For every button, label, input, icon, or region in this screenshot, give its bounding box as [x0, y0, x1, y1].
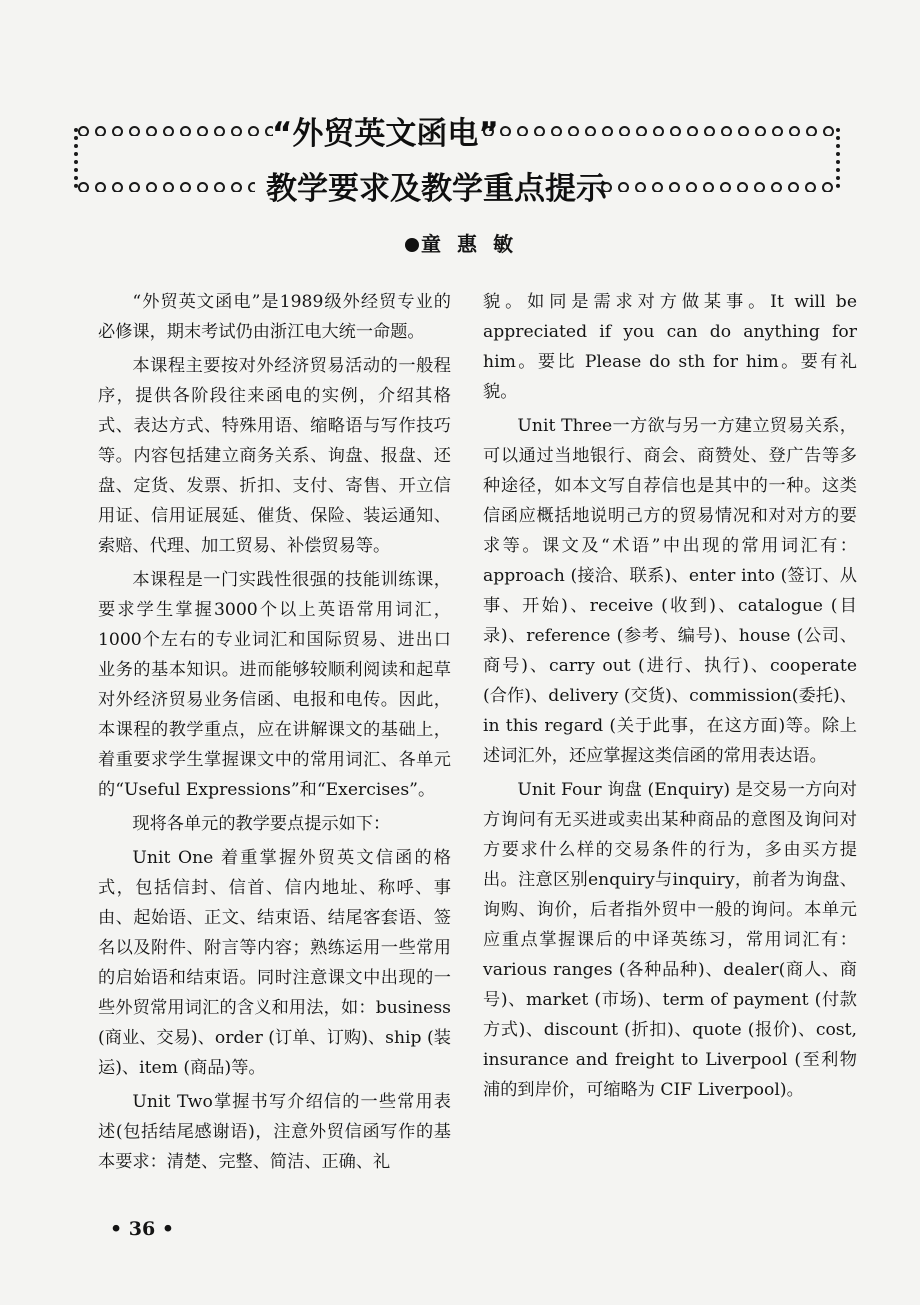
- title-border-bottom-left: [75, 182, 255, 192]
- chain-bead: [720, 182, 731, 192]
- chain-bead: [754, 182, 765, 192]
- chain-bead: [635, 182, 646, 192]
- chain-bead: [112, 182, 123, 192]
- chain-bead: [670, 126, 681, 136]
- title-border-top-left: [75, 126, 273, 136]
- title-border-top-right: [480, 126, 838, 136]
- chain-bead: [95, 182, 106, 192]
- chain-bead: [805, 182, 816, 192]
- chain-bead: [789, 126, 800, 136]
- chain-bead: [231, 182, 242, 192]
- paragraph: “外贸英文函电”是1989级外经贸专业的必修课，期末考试仍由浙江电大统一命题。: [98, 292, 451, 342]
- paragraph: Unit Three一方欲与另一方建立贸易关系，可以通过当地银行、商会、商赞处、登广告等多种途径，如本文写自荐信也是其中的一种。这类信函应概括地说明己方的贸易情况和对对方的要求等。课文及“术语”中出现的常用词汇有：approach (接洽、联系)、enter into (签订、从事、开始)、receive (收到)、catalogue (目录)、reference (参考、编号)、house (公司、商号)、carry out (进行、执行)、cooperate (合作)、delivery (交货)、commission(委托)、in this regard (关于此事，在这方面)等。除上述词汇外，还应掌握这类信函的常用表达语。: [483, 416, 857, 766]
- title-border-left: [74, 128, 78, 188]
- chain-bead: [231, 126, 242, 136]
- chain-bead: [214, 182, 225, 192]
- chain-bead: [180, 126, 191, 136]
- paragraph: 现将各单元的教学要点提示如下：: [132, 814, 391, 834]
- title-border-right: [836, 128, 840, 188]
- chain-bead: [738, 126, 749, 136]
- chain-bead: [163, 182, 174, 192]
- chain-bead: [180, 182, 191, 192]
- chain-bead: [197, 182, 208, 192]
- right-column: [483, 287, 857, 1105]
- chain-bead: [129, 182, 140, 192]
- chain-bead: [703, 182, 714, 192]
- chain-bead: [112, 126, 123, 136]
- chain-bead: [146, 182, 157, 192]
- chain-bead: [823, 126, 834, 136]
- chain-bead: [534, 126, 545, 136]
- chain-bead: [636, 126, 647, 136]
- paragraph: 本课程主要按对外经济贸易活动的一般程序，提供各阶段往来函电的实例，介绍其格式、表达方式、特殊用语、缩略语与写作技巧等。内容包括建立商务关系、询盘、报盘、还盘、定货、发票、折扣、支付、寄售、开立信用证、信用证展延、催货、保险、装运通知、索赔、代理、加工贸易、补偿贸易等。: [98, 356, 451, 556]
- article-title-line2: 教学要求及教学重点提示: [266, 171, 607, 207]
- chain-bead: [618, 182, 629, 192]
- paragraph: Unit One 着重掌握外贸英文信函的格式，包括信封、信首、信内地址、称呼、事由、起始语、正文、结束语、结尾客套语、签名以及附件、附言等内容；熟练运用一些常用的启始语和结束语。同时注意课文中出现的一些外贸常用词汇的含义和用法，如：business (商业、交易)、order (订单、订购)、ship (装运)、item (商品)等。: [98, 848, 451, 1078]
- chain-bead: [687, 126, 698, 136]
- chain-bead: [704, 126, 715, 136]
- paragraph: 貌。如同是需求对方做某事。It will be appreciated if you can do anything for him。要比 Please do sth for him。要有礼貌。: [483, 292, 857, 402]
- chain-bead: [755, 126, 766, 136]
- chain-bead: [517, 126, 528, 136]
- chain-bead: [737, 182, 748, 192]
- author-mark: [405, 238, 419, 252]
- chain-bead: [146, 126, 157, 136]
- chain-bead: [652, 182, 663, 192]
- author-byline: [405, 228, 529, 257]
- paragraph: Unit Two掌握书写介绍信的一些常用表述(包括结尾感谢语)，注意外贸信函写作的基本要求：清楚、完整、简洁、正确、礼: [98, 1092, 451, 1172]
- chain-bead: [619, 126, 630, 136]
- chain-bead: [214, 126, 225, 136]
- chain-bead: [78, 126, 89, 136]
- title-border-bottom-right: [598, 182, 838, 192]
- paragraph: 本课程是一门实践性很强的技能训练课，要求学生掌握3000个以上英语常用词汇，1000个左右的专业词汇和国际贸易、进出口业务的基本知识。进而能够较顺利阅读和起草对外经济贸易业务信函、电报和电传。因此，本课程的教学重点，应在讲解课文的基础上，着重要求学生掌握课文中的常用词汇、各单元的“Useful Expressions”和“Exercises”。: [98, 570, 451, 800]
- chain-bead: [568, 126, 579, 136]
- chain-bead: [772, 126, 783, 136]
- chain-bead: [78, 182, 89, 192]
- chain-bead: [788, 182, 799, 192]
- chain-bead: [602, 126, 613, 136]
- chain-bead: [585, 126, 596, 136]
- chain-bead: [721, 126, 732, 136]
- chain-bead: [551, 126, 562, 136]
- chain-bead: [653, 126, 664, 136]
- chain-bead: [129, 126, 140, 136]
- left-column: [98, 287, 451, 1177]
- chain-bead: [163, 126, 174, 136]
- author-name: 童惠敏: [421, 232, 529, 256]
- paragraph: Unit Four 询盘 (Enquiry) 是交易一方向对方询问有无买进或卖出某种商品的意图及询问对方要求什么样的交易条件的行为，多由买方提出。注意区别enquiry与inquiry，前者为询盘、询购、询价，后者指外贸中一般的询问。本单元应重点掌握课后的中译英练习，常用词汇有：various ranges (各种品种)、dealer(商人、商号)、market (市场)、term of payment (付款方式)、discount (折扣)、quote (报价)、cost, insurance and freight to Liverpool (至利物浦的到岸价，可缩略为 CIF Liverpool)。: [483, 780, 857, 1100]
- chain-bead: [669, 182, 680, 192]
- chain-bead: [248, 182, 255, 192]
- chain-bead: [771, 182, 782, 192]
- chain-bead: [197, 126, 208, 136]
- chain-bead: [95, 126, 106, 136]
- chain-bead: [822, 182, 833, 192]
- chain-bead: [686, 182, 697, 192]
- chain-bead: [500, 126, 511, 136]
- article-title-line1: “外贸英文函电”: [272, 116, 499, 152]
- chain-bead: [806, 126, 817, 136]
- chain-bead: [248, 126, 259, 136]
- page-number: • 36 •: [110, 1218, 174, 1240]
